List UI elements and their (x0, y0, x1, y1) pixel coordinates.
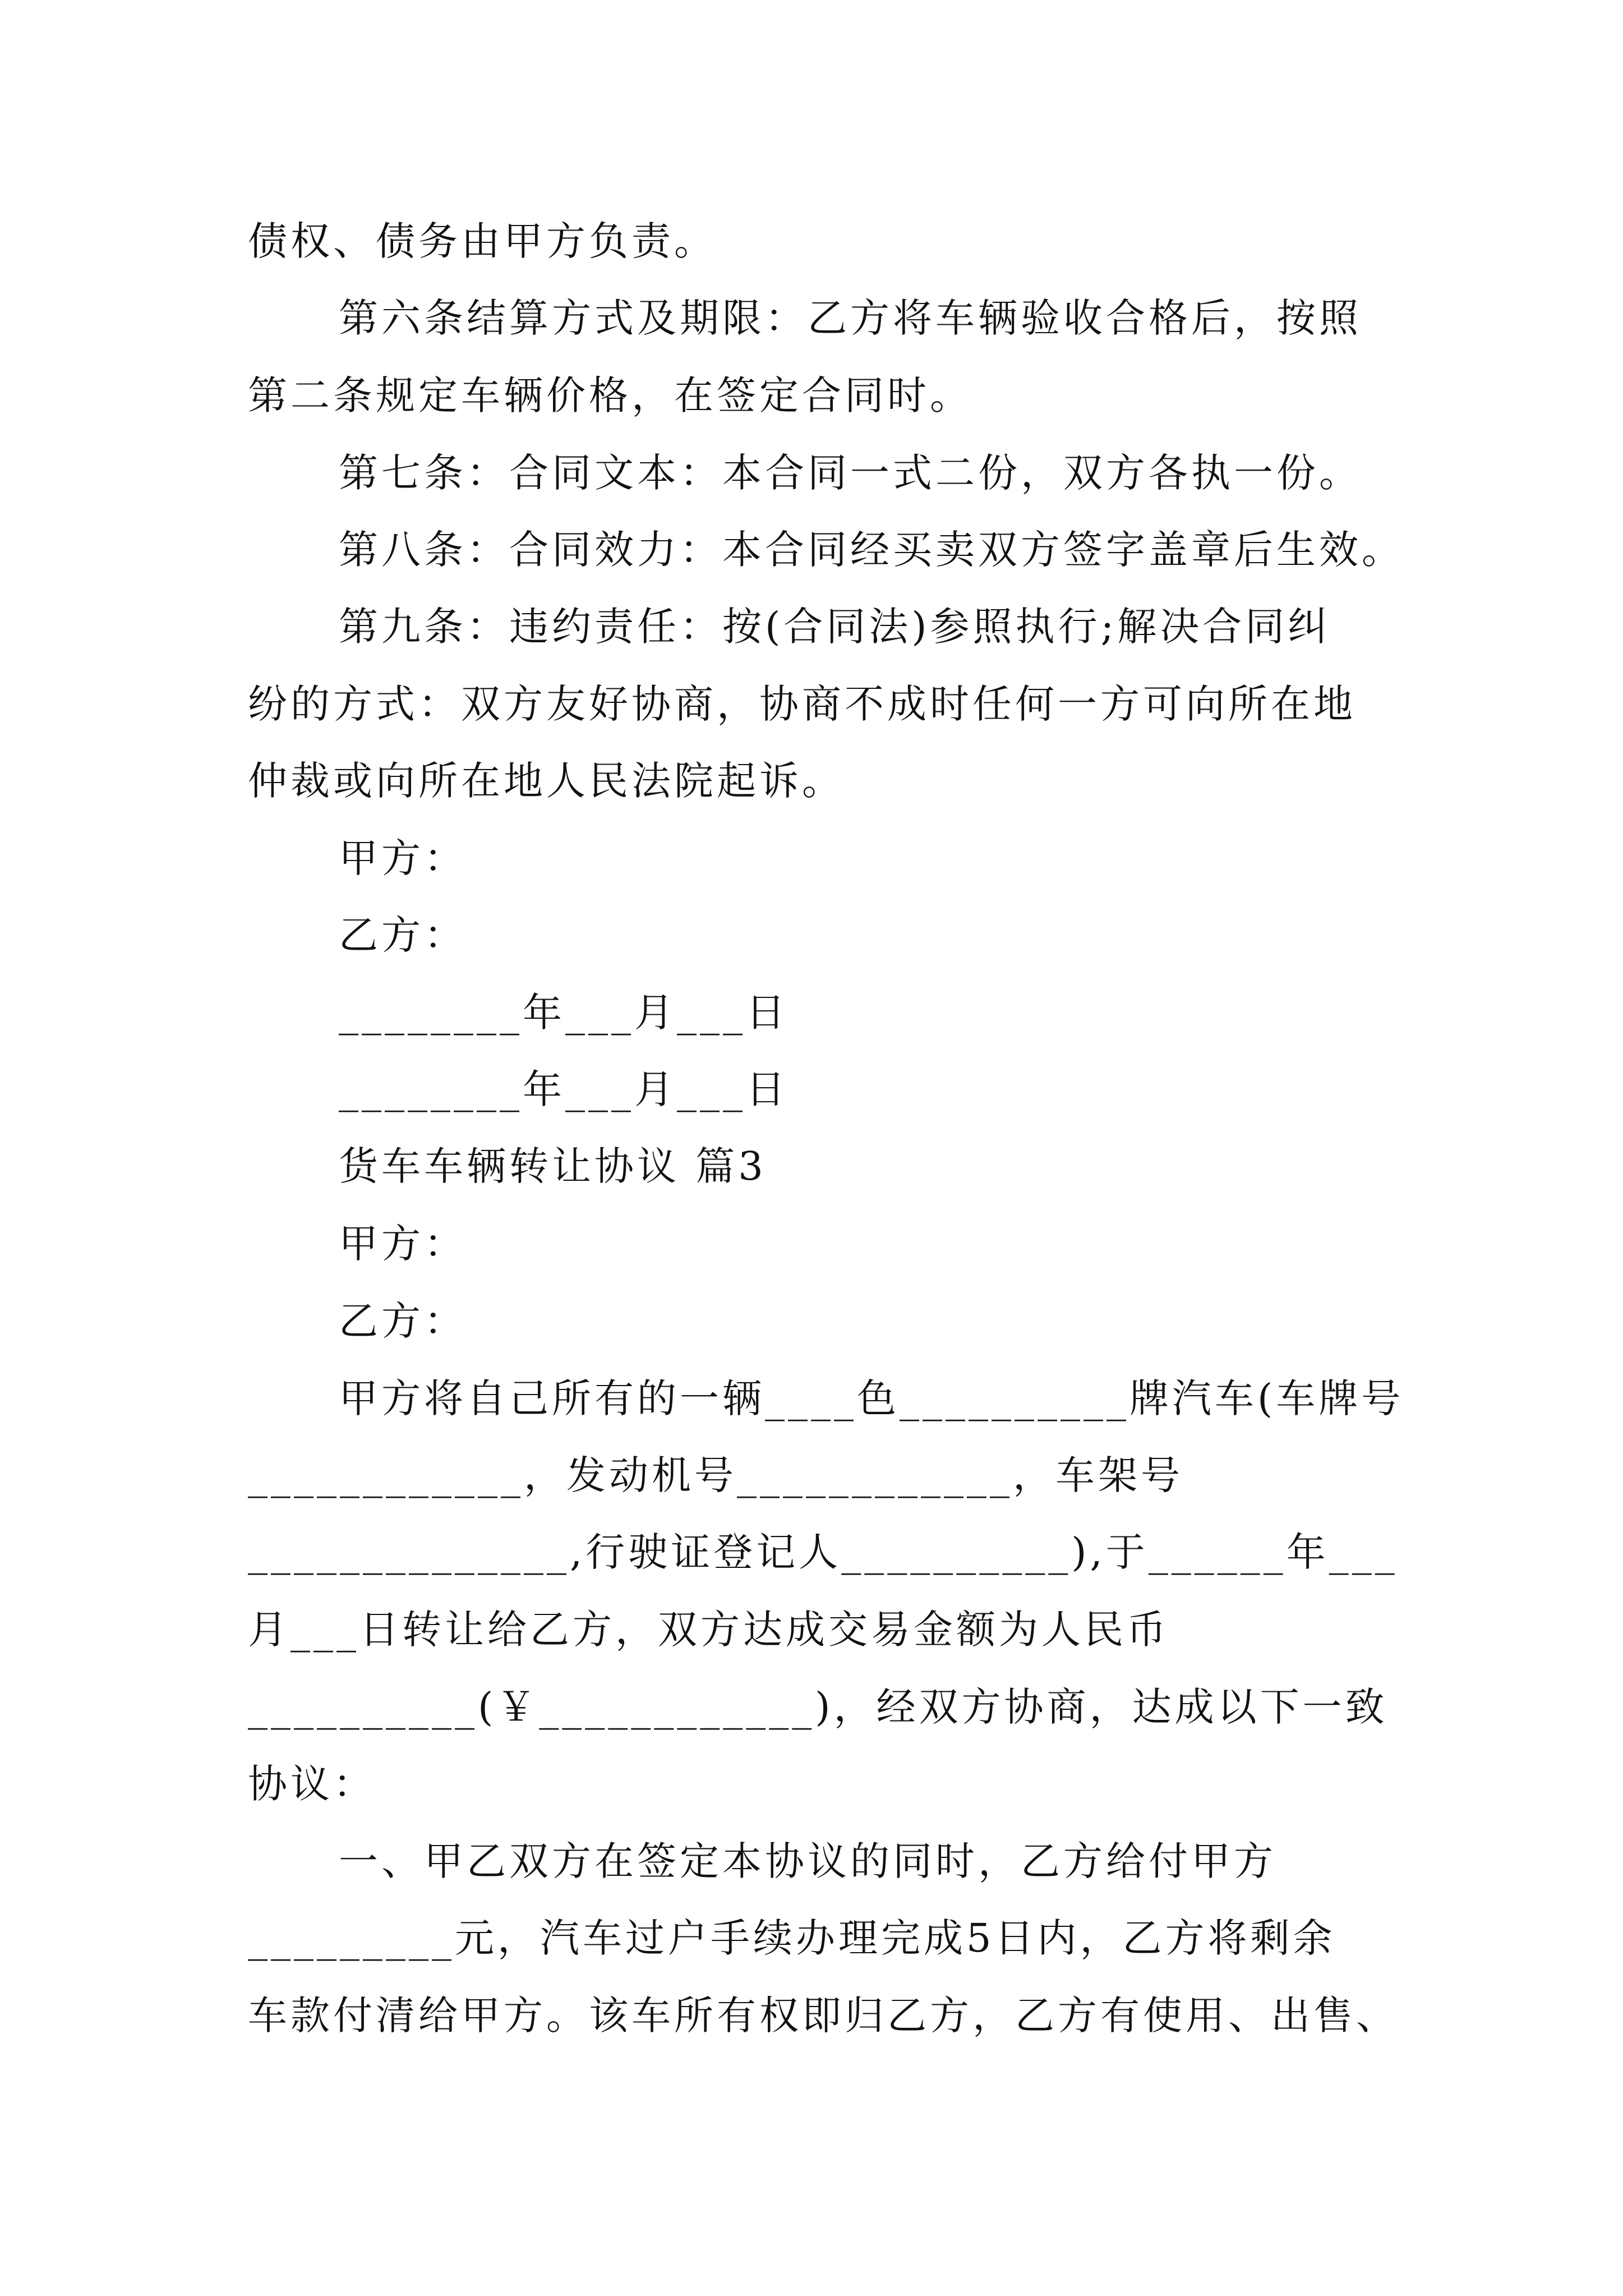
paragraph-line: ______________,行驶证登记人__________),于______年___ (248, 1529, 1398, 1575)
article-6-line: 第六条结算方式及期限：乙方将车辆验收合格后，按照 (339, 295, 1362, 341)
date-line: ________年___月___日 (339, 990, 789, 1036)
paragraph-line: 债权、债务由甲方负责。 (248, 218, 717, 264)
paragraph-line: 甲方将自己所有的一辆____色__________牌汽车(车牌号 (339, 1375, 1404, 1421)
article-7-line: 第七条：合同文本：本合同一式二份，双方各执一份。 (339, 450, 1362, 496)
party-a-label: 甲方： (339, 1221, 467, 1267)
party-a-label: 甲方： (339, 835, 467, 881)
party-b-label: 乙方： (339, 1298, 467, 1344)
paragraph-line: 仲裁或向所在地人民法院起诉。 (248, 758, 845, 804)
article-9-line: 第九条：违约责任：按(合同法)参照执行;解决合同纠 (339, 604, 1331, 650)
paragraph-line: 月___日转让给乙方，双方达成交易金额为人民币 (248, 1607, 1169, 1653)
date-line: ________年___月___日 (339, 1066, 789, 1112)
paragraph-line: ____________，发动机号____________，车架号 (248, 1452, 1183, 1498)
paragraph-line: 车款付清给甲方。该车所有权即归乙方，乙方有使用、出售、 (248, 1993, 1399, 2039)
clause-1-line: 一、甲乙双方在签定本协议的同时，乙方给付甲方 (339, 1838, 1276, 1884)
paragraph-line: __________(￥____________)，经双方协商，达成以下一致 (248, 1684, 1388, 1730)
paragraph-line: 第二条规定车辆价格，在签定合同时。 (248, 372, 972, 418)
paragraph-line: _________元，汽车过户手续办理完成5日内，乙方将剩余 (248, 1915, 1336, 1961)
party-b-label: 乙方： (339, 912, 467, 958)
article-8-line: 第八条：合同效力：本合同经买卖双方签字盖章后生效。 (339, 527, 1404, 573)
paragraph-line: 纷的方式：双方友好协商，协商不成时任何一方可向所在地 (248, 681, 1356, 727)
paragraph-line: 协议： (248, 1761, 376, 1807)
section-title: 货车车辆转让协议 篇3 (339, 1143, 767, 1189)
